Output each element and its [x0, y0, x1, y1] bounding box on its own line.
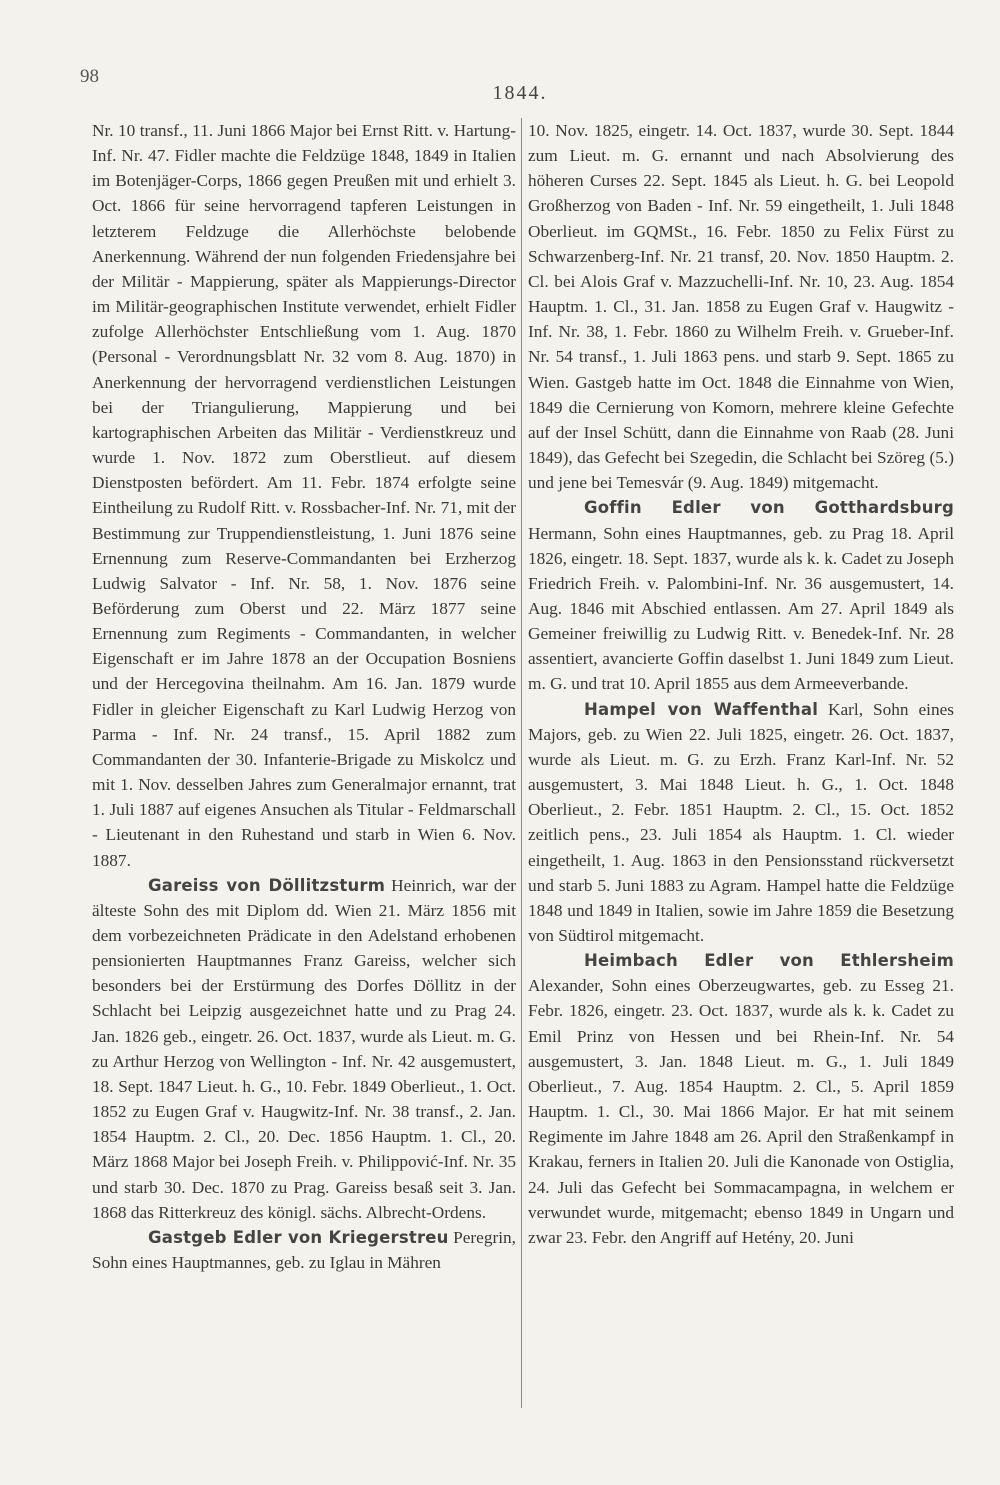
- heimbach-entry-name: Heimbach Edler von Ethlersheim: [584, 951, 954, 971]
- gastgeb-entry-name: Gastgeb Edler von Kriegerstreu: [148, 1227, 449, 1247]
- gastgeb-entry-continuation: 10. Nov. 1825, eingetr. 14. Oct. 1837, wurde 30. Sept. 1844 zum Lieut. m. G. ernannt und nach Absolvierung des höheren Curses 22. Sept. 1845 als Lieut. h. G. bei Leopold Großherzog von Baden - Inf. Nr. 59 eingetheilt, 1. Juli 1848 Oberlieut. im GQMSt., 16. Febr. 1850 zu Felix Fürst zu Schwarzenberg-Inf. Nr. 21 transf, 20. Nov. 1850 Hauptm. 2. Cl. bei Alois Graf v. Mazzuchelli-Inf. Nr. 10, 23. Aug. 1854 Hauptm. 1. Cl., 31. Jan. 1858 zu Eugen Graf v. Haugwitz - Inf. Nr. 38, 1. Febr. 1860 zu Wilhelm Freih. v. Grueber-Inf. Nr. 54 transf., 1. Juli 1863 pens. und starb 9. Sept. 1865 zu Wien. Gastgeb hatte im Oct. 1848 die Einnahme von Wien, 1849 die Cernierung von Komorn, mehrere kleine Gefechte auf der Insel Schütt, dann die Einnahme von Raab (28. Juni 1849), das Gefecht bei Szegedin, die Schlacht bei Szöreg (5.) und jene bei Temesvár (9. Aug. 1849) mitgemacht.: [528, 121, 954, 493]
- left-column: [92, 118, 516, 1275]
- hampel-entry-text: Karl, Sohn eines Majors, geb. zu Wien 22. Juli 1825, eingetr. 26. Oct. 1837, wurde als Lieut. m. G. zu Erzh. Franz Karl-Inf. Nr. 52 ausgemustert, 3. Mai 1848 Lieut. h. G., 1. Oct. 1848 Oberlieut., 2. Febr. 1851 Hauptm. 2. Cl., 15. Oct. 1852 zeitlich pens., 23. Juli 1854 als Hauptm. 1. Cl. wieder eingetheilt, 1. Aug. 1863 in den Pensionsstand rückversetzt und starb 5. Juni 1883 zu Agram. Hampel hatte die Feldzüge 1848 und 1849 in Italien, sowie im Jahre 1859 die Besetzung von Südtirol mitgemacht.: [528, 699, 954, 945]
- gareiss-entry-name: Gareiss von Döllitzsturm: [148, 875, 386, 895]
- goffin-entry: [528, 495, 954, 696]
- heimbach-entry-text: Alexander, Sohn eines Oberzeugwartes, geb. zu Esseg 21. Febr. 1826, eingetr. 23. Oct. 1837, wurde als k. k. Cadet zu Emil Prinz von Hessen und bei Rhein-Inf. Nr. 54 ausgemustert, 3. Jan. 1848 Lieut. m. G., 1. Juli 1849 Oberlieut., 7. Aug. 1854 Hauptm. 2. Cl., 5. April 1859 Hauptm. 1. Cl., 30. Mai 1866 Major. Er hat mit seinem Regimente im Jahre 1848 am 26. April den Straßenkampf in Krakau, ferners in Italien 20. Juli die Kanonade von Ostiglia, 24. Juli das Gefecht bei Sommacampagna, in welchem er verwundet wurde, mitgemacht; ebenso 1849 in Ungarn und zwar 23. Febr. den Angriff auf Hetény, 20. Juni: [528, 976, 954, 1247]
- goffin-entry-text: Hermann, Sohn eines Hauptmannes, geb. zu Prag 18. April 1826, eingetr. 18. Sept. 1837, wurde als k. k. Cadet zu Joseph Friedrich Freih. v. Palombini-Inf. Nr. 36 ausgemustert, 14. Aug. 1846 mit Abschied entlassen. Am 27. April 1849 als Gemeiner freiwillig zu Ludwig Ritt. v. Benedek-Inf. Nr. 28 assentiert, avancierte Goffin daselbst 1. Juni 1849 zum Lieut. m. G. und trat 10. April 1855 aus dem Armeeverbande.: [528, 523, 954, 694]
- right-column: [528, 118, 954, 1250]
- gastgeb-entry: [92, 1225, 516, 1275]
- fidler-entry-continuation: Nr. 10 transf., 11. Juni 1866 Major bei Ernst Ritt. v. Hartung-Inf. Nr. 47. Fidler machte die Feldzüge 1848, 1849 in Italien im Botenjäger-Corps, 1866 gegen Preußen mit und erhielt 3. Oct. 1866 für seine hervorragend tapferen Leistungen in letzterem Feldzuge die Allerhöchste belobende Anerkennung. Während der nun folgenden Friedensjahre bei der Militär - Mappierung, später als Mappierungs-Director im Militär-geographischen Institute verwendet, erhielt Fidler zufolge Allerhöchster Entschließung vom 1. Aug. 1870 (Personal - Verordnungsblatt Nr. 32 vom 8. Aug. 1870) in Anerkennung der hervorragend verdienstlichen Leistungen bei der Triangulierung, Mappierung und bei kartographischen Arbeiten das Militär - Verdienstkreuz und wurde 1. Nov. 1872 zum Oberstlieut. auf diesem Dienstposten befördert. Am 11. Febr. 1874 erfolgte seine Eintheilung zu Rudolf Ritt. v. Rossbacher-Inf. Nr. 71, mit der Bestimmung zur Truppendienstleistung, 1. Juni 1876 seine Ernennung zum Reserve-Commandanten bei Erzherzog Ludwig Salvator - Inf. Nr. 58, 1. Nov. 1876 seine Beförderung zum Oberst und 22. März 1877 seine Ernennung zum Regiments - Commandanten, in welcher Eigenschaft er im Jahre 1878 an der Occupation Bosniens und der Hercegovina theilnahm. Am 16. Jan. 1879 wurde Fidler in gleicher Eigenschaft zu Karl Ludwig Herzog von Parma - Inf. Nr. 24 transf., 15. April 1882 zum Commandanten der 30. Infanterie-Brigade zu Miskolcz und mit 1. Nov. desselben Jahres zum Generalmajor ernannt, trat 1. Juli 1887 auf eigenes Ansuchen als Titular - Feldmarschall - Lieutenant in den Ruhestand und starb in Wien 6. Nov. 1887.: [92, 121, 516, 870]
- year-header: 1844.: [492, 82, 548, 104]
- gareiss-entry-text: Heinrich, war der älteste Sohn des mit Diplom dd. Wien 21. März 1856 mit dem vorbezeichneten Prädicate in den Adelstand erhobenen pensionierten Hauptmannes Franz Gareiss, welcher sich besonders bei der Erstürmung des Dorfes Döllitz in der Schlacht bei Leipzig ausgezeichnet hatte und zu Prag 24. Jan. 1826 geb., eingetr. 26. Oct. 1837, wurde als Lieut. m. G. zu Arthur Herzog von Wellington - Inf. Nr. 42 ausgemustert, 18. Sept. 1847 Lieut. h. G., 10. Febr. 1849 Oberlieut., 1. Oct. 1852 zu Eugen Graf v. Haugwitz-Inf. Nr. 38 transf., 2. Jan. 1854 Hauptm. 2. Cl., 20. Dec. 1856 Hauptm. 1. Cl., 20. März 1868 Major bei Joseph Freih. v. Philippović-Inf. Nr. 35 und starb 30. Dec. 1870 zu Prag. Gareiss besaß seit 3. Jan. 1868 das Ritterkreuz des königl. sächs. Albrecht-Ordens.: [92, 875, 516, 1222]
- hampel-entry: [528, 697, 954, 949]
- column-divider: [521, 118, 522, 1408]
- hampel-entry-name: Hampel von Waffenthal: [584, 699, 819, 719]
- goffin-entry-name: Goffin Edler von Gotthardsburg: [584, 498, 954, 518]
- page-number: 98: [80, 66, 99, 87]
- heimbach-entry: [528, 948, 954, 1250]
- gareiss-entry: [92, 873, 516, 1225]
- gastgeb-entry-text: Peregrin, Sohn eines Hauptmannes, geb. zu Iglau in Mähren: [92, 1227, 517, 1273]
